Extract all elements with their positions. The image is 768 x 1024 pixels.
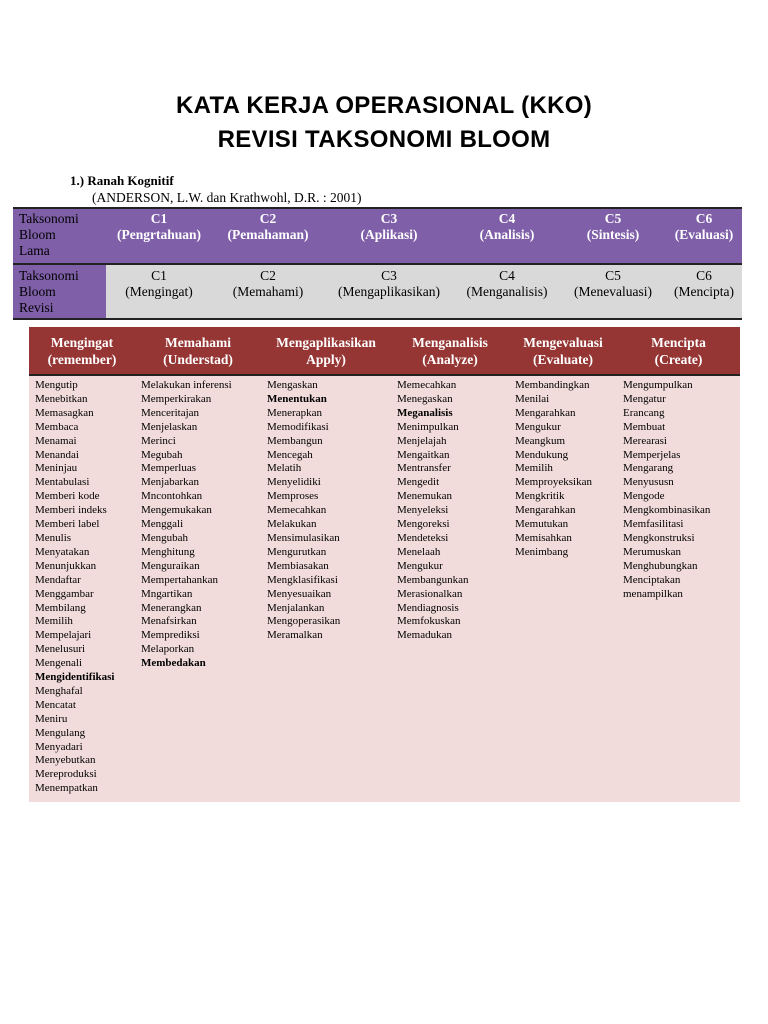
- kko-verb: Mempertahankan: [141, 573, 218, 586]
- kko-verb: Mengkonstruksi: [623, 531, 695, 544]
- level-code: C5: [605, 268, 621, 283]
- kko-verb: Mengemukakan: [141, 504, 212, 517]
- kko-verb: Menimpulkan: [397, 420, 459, 433]
- kko-verb: Mengaitkan: [397, 448, 450, 461]
- header-title: Mencipta: [651, 335, 706, 350]
- kko-verb: Memecahkan: [267, 504, 327, 517]
- kko-verb: Mengukur: [515, 420, 561, 433]
- kko-verb: Mendiagnosis: [397, 601, 459, 614]
- kko-verb: Membiasakan: [267, 559, 329, 572]
- kko-verb: Membangunkan: [397, 573, 469, 586]
- level-code: C4: [499, 268, 515, 283]
- kko-verb: Menemukan: [397, 490, 452, 503]
- kko-verb: Menggambar: [35, 587, 94, 600]
- revisi-cell-c1: [106, 264, 212, 319]
- kko-verb: Mengumpulkan: [623, 379, 693, 391]
- kko-verb: Menentukan: [267, 392, 327, 405]
- kko-verb: Memberi label: [35, 518, 100, 531]
- header-subtitle: (Understad): [163, 352, 233, 367]
- kko-verb: Memperjelas: [623, 448, 681, 461]
- kko-verb: Memperkirakan: [141, 392, 212, 405]
- kko-body-row: [29, 375, 740, 802]
- kko-verb: Menelaah: [397, 545, 441, 558]
- kko-verb: Menyelidiki: [267, 476, 321, 489]
- kko-verb: Mengoperasikan: [267, 615, 341, 628]
- revisi-cell-c5: [560, 264, 666, 319]
- lama-cell-c6: [666, 208, 742, 264]
- kko-header-mengaplikasikan: [261, 327, 391, 375]
- kko-verb: Memadukan: [397, 629, 452, 642]
- kko-verb: Menghubungkan: [623, 559, 698, 572]
- level-name: (Mengingat): [125, 284, 193, 299]
- kko-column: [391, 375, 509, 802]
- level-code: C6: [695, 211, 713, 226]
- kko-verb: Menelusuri: [35, 643, 86, 656]
- level-name: (Pengrtahuan): [117, 227, 201, 242]
- taxonomy-row-lama: [13, 208, 742, 264]
- kko-verb: Meniru: [35, 712, 68, 725]
- kko-verb: Menyadari: [35, 740, 83, 753]
- taxonomy-row-revisi: [13, 264, 742, 319]
- level-code: C2: [259, 211, 277, 226]
- kko-verb: Menguraikan: [141, 559, 200, 572]
- kko-header-mengevaluasi: [509, 327, 617, 375]
- header-subtitle: (Analyze): [422, 352, 478, 367]
- header-title: Mengingat: [50, 335, 114, 350]
- kko-header-mencipta: [617, 327, 740, 375]
- kko-verb: Menjelaskan: [141, 420, 198, 433]
- kko-verb: Menyatakan: [35, 545, 90, 558]
- kko-verb: Memberi indeks: [35, 504, 107, 517]
- kko-verb: Menegaskan: [397, 392, 453, 405]
- kko-verb: Menerapkan: [267, 406, 322, 419]
- kko-verb: Mengkritik: [515, 490, 565, 503]
- kko-verb: Mengubah: [141, 531, 189, 544]
- kko-verb: Menggali: [141, 518, 184, 531]
- kko-verb: Meangkum: [515, 434, 566, 447]
- kko-verb: Mengarang: [623, 462, 674, 475]
- kko-column: [617, 375, 740, 802]
- kko-verb: Merasionalkan: [397, 587, 463, 600]
- kko-verb: Menerangkan: [141, 601, 202, 614]
- taxonomy-comparison-table: [13, 207, 742, 320]
- kko-verb: Menceritajan: [141, 406, 200, 419]
- kko-verb: Mentabulasi: [35, 476, 90, 489]
- level-code: C3: [380, 211, 398, 226]
- level-name: (Mengaplikasikan): [338, 284, 440, 299]
- row-label-line: Taksonomi: [19, 268, 79, 283]
- kko-verb: Mengukur: [397, 559, 443, 572]
- kko-verb: Menulis: [35, 531, 72, 544]
- kko-header-row: [29, 327, 740, 375]
- kko-verb: Mendaftar: [35, 573, 81, 586]
- row-label-line: Taksonomi: [19, 211, 79, 226]
- level-code: C6: [696, 268, 712, 283]
- header-title: Mengevaluasi: [523, 335, 603, 350]
- kko-verb: Mendeteksi: [397, 531, 449, 544]
- kko-verb: Mensimulasikan: [267, 531, 340, 544]
- kko-verb: Menunjukkan: [35, 559, 97, 572]
- kko-verb: Erancang: [623, 406, 665, 419]
- reference-citation: (ANDERSON, L.W. dan Krathwohl, D.R. : 2001): [92, 190, 362, 205]
- kko-verb: Mengatur: [623, 392, 666, 405]
- revisi-cell-c3: [324, 264, 454, 319]
- kko-column: [29, 375, 135, 802]
- page-title-line2: REVISI TAKSONOMI BLOOM: [217, 126, 551, 153]
- kko-verb: Memberi kode: [35, 490, 100, 503]
- revisi-cell-c4: [454, 264, 560, 319]
- kko-verb: Mengode: [623, 490, 665, 503]
- kko-verb: Mengurutkan: [267, 545, 327, 558]
- revisi-cell-c2: [212, 264, 324, 319]
- kko-verb: Mengedit: [397, 476, 440, 489]
- kko-verb: Mengklasifikasi: [267, 573, 338, 586]
- header-subtitle: Apply): [306, 352, 346, 367]
- kko-verb: Memecahkan: [397, 379, 457, 391]
- kko-verb: Memutukan: [515, 518, 569, 531]
- kko-verb: Membedakan: [141, 657, 206, 670]
- kko-verb: Mempelajari: [35, 629, 92, 642]
- level-name: (Analisis): [479, 227, 535, 242]
- row-label-revisi: [13, 264, 106, 319]
- row-label-line: Bloom: [19, 227, 56, 242]
- kko-verb: Memilih: [35, 615, 73, 628]
- kko-header-memahami: [135, 327, 261, 375]
- kko-verb: Memasagkan: [35, 406, 94, 419]
- kko-verb: Mengulang: [35, 726, 86, 739]
- level-name: (Aplikasi): [360, 227, 418, 242]
- kko-verb: Mengarahkan: [515, 504, 576, 517]
- kko-verb: Memisahkan: [515, 531, 572, 544]
- kko-verb: Menyeleksi: [397, 504, 449, 517]
- kko-verb: Menjabarkan: [141, 476, 200, 489]
- kko-verb: Memprediksi: [141, 629, 200, 642]
- kko-verb: Mengarahkan: [515, 406, 576, 419]
- level-name: (Sintesis): [586, 227, 640, 242]
- kko-verb: Melakukan inferensi: [141, 379, 232, 391]
- kko-verb: Mengoreksi: [397, 518, 450, 531]
- kko-verb: Melakukan: [267, 518, 317, 531]
- kko-verb: Mendukung: [515, 448, 569, 461]
- kko-verb: Menimbang: [515, 545, 569, 558]
- kko-verb: Merinci: [141, 434, 176, 447]
- kko-verb: Membangun: [267, 434, 323, 447]
- kko-verb: Mencegah: [267, 448, 313, 461]
- kko-verb: Memproyeksikan: [515, 476, 592, 489]
- lama-cell-c2: [212, 208, 324, 264]
- kko-verb: Memfasilitasi: [623, 518, 684, 531]
- level-name: (Menganalisis): [466, 284, 548, 299]
- kko-verb: Mengkombinasikan: [623, 504, 711, 517]
- kko-verb: Menebitkan: [35, 392, 88, 405]
- kko-verb: Menempatkan: [35, 782, 98, 795]
- kko-verb: Mengidentifikasi: [35, 671, 115, 684]
- kko-verb: Memproses: [267, 490, 319, 503]
- kko-verb: Menafsirkan: [141, 615, 197, 628]
- header-subtitle: (Evaluate): [533, 352, 593, 367]
- kko-verb: Menilai: [515, 392, 550, 405]
- header-title: Memahami: [165, 335, 231, 350]
- kko-verb: Menandai: [35, 448, 79, 461]
- kko-verb: Mencatat: [35, 698, 76, 711]
- level-name: (Evaluasi): [674, 227, 734, 242]
- kko-verb: Menyebutkan: [35, 754, 96, 767]
- header-title: Menganalisis: [412, 335, 488, 350]
- kko-verb: Membandingkan: [515, 379, 590, 391]
- kko-verb: Merumuskan: [623, 545, 682, 558]
- kko-verb: Memilih: [515, 462, 553, 475]
- row-label-line: Lama: [19, 243, 50, 258]
- lama-cell-c1: [106, 208, 212, 264]
- kko-verb: Mengenali: [35, 657, 83, 670]
- lama-cell-c4: [454, 208, 560, 264]
- kko-verb: Meramalkan: [267, 629, 323, 642]
- level-code: C5: [604, 211, 622, 226]
- kko-verb: Meninjau: [35, 462, 78, 475]
- header-subtitle: (Create): [654, 352, 703, 367]
- kko-verb: Membuat: [623, 420, 666, 433]
- kko-verb: Menjalankan: [267, 601, 325, 614]
- level-code: C4: [498, 211, 516, 226]
- kko-verb: Mncontohkan: [141, 490, 203, 503]
- lama-cell-c5: [560, 208, 666, 264]
- kko-verb: Meganalisis: [397, 406, 453, 419]
- level-code: C1: [150, 211, 168, 226]
- kko-column: [261, 375, 391, 802]
- kko-verb: Memperluas: [141, 462, 196, 475]
- kko-verb: Mngartikan: [141, 587, 193, 600]
- kko-verb: Menyususn: [623, 476, 674, 489]
- lama-cell-c3: [324, 208, 454, 264]
- kko-verb: Mentransfer: [397, 462, 451, 475]
- page-title-line1: KATA KERJA OPERASIONAL (KKO): [176, 92, 592, 119]
- revisi-cell-c6: [666, 264, 742, 319]
- level-code: C1: [151, 268, 167, 283]
- kko-verb: Melaporkan: [141, 643, 195, 656]
- level-code: C3: [381, 268, 397, 283]
- level-name: (Pemahaman): [227, 227, 309, 242]
- row-label-lama: [13, 208, 106, 264]
- level-code: C2: [260, 268, 276, 283]
- kko-verb: Membaca: [35, 420, 79, 433]
- kko-verb: Menciptakan: [623, 573, 681, 586]
- level-name: (Mencipta): [674, 284, 734, 299]
- header-subtitle: (remember): [47, 352, 117, 367]
- kko-verb: Menghafal: [35, 684, 83, 697]
- kko-verb: Memodifikasi: [267, 420, 329, 433]
- kko-header-menganalisis: [391, 327, 509, 375]
- kko-verb: Menamai: [35, 434, 77, 447]
- row-label-line: Revisi: [19, 300, 54, 315]
- kko-verb: Memfokuskan: [397, 615, 461, 628]
- header-title: Mengaplikasikan: [276, 335, 376, 350]
- kko-verb: Menjelajah: [397, 434, 447, 447]
- level-name: (Memahami): [232, 284, 304, 299]
- kko-verb: menampilkan: [623, 587, 683, 600]
- row-label-line: Bloom: [19, 284, 56, 299]
- kko-verb: Mengaskan: [267, 379, 318, 391]
- kko-verb: Merearasi: [623, 434, 667, 447]
- kko-verb: Mereproduksi: [35, 768, 97, 781]
- level-name: (Menevaluasi): [574, 284, 652, 299]
- kko-verb: Menyesuaikan: [267, 587, 332, 600]
- kko-column: [135, 375, 261, 802]
- section-heading: 1.) Ranah Kognitif: [70, 173, 174, 188]
- kko-verb-table: [29, 327, 740, 802]
- kko-verb: Menghitung: [141, 545, 195, 558]
- kko-verb: Megubah: [141, 448, 183, 461]
- kko-verb: Mengutip: [35, 379, 78, 391]
- kko-verb: Melatih: [267, 462, 302, 475]
- kko-column: [509, 375, 617, 802]
- kko-header-mengingat: [29, 327, 135, 375]
- kko-verb: Membilang: [35, 601, 86, 614]
